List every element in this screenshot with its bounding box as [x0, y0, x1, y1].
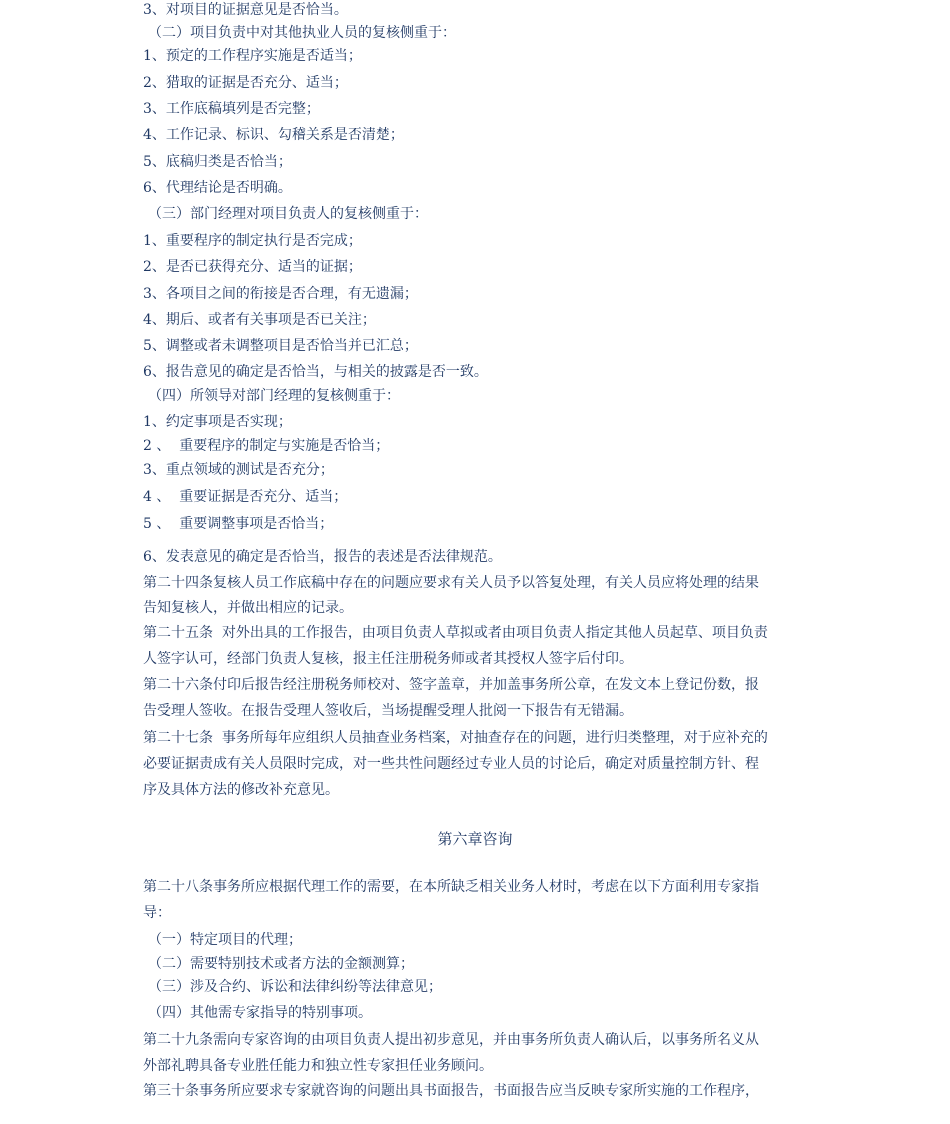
article-line: 第二十九条需向专家咨询的由项目负责人提出初步意见，并由事务所负责人确认后，以事务所名义从	[143, 1032, 759, 1048]
article-line: 必要证据责成有关人员限时完成，对一些共性问题经过专业人员的讨论后，确定对质量控制方针、程	[143, 756, 759, 772]
text-line: 5、调整或者未调整项目是否恰当并已汇总；	[143, 338, 418, 354]
section-heading: （二）项目负责中对其他执业人员的复核侧重于：	[148, 25, 456, 41]
text-line: 6、代理结论是否明确。	[143, 180, 292, 196]
article-line: 第二十四条复核人员工作底稿中存在的问题应要求有关人员予以答复处理，有关人员应将处理的结果	[143, 575, 759, 591]
text-line: 6、报告意见的确定是否恰当，与相关的披露是否一致。	[143, 364, 488, 380]
chapter-title: 第六章咨询	[437, 830, 513, 848]
article-line: 外部礼聘具备专业胜任能力和独立性专家担任业务顾问。	[143, 1058, 493, 1074]
article-line: 第三十条事务所应要求专家就咨询的问题出具书面报告，书面报告应当反映专家所实施的工作程序，	[143, 1083, 759, 1099]
text-line: 5、底稿归类是否恰当；	[143, 154, 292, 170]
article-line: 告知复核人，并做出相应的记录。	[143, 600, 353, 616]
article-line: 第二十八条事务所应根据代理工作的需要，在本所缺乏相关业务人材时，考虑在以下方面利用专家指	[143, 879, 759, 895]
text-line: 3、工作底稿填列是否完整；	[143, 101, 320, 117]
list-item: （一）特定项目的代理；	[148, 932, 302, 948]
article-line: 第二十六条付印后报告经注册税务师校对、签字盖章，并加盖事务所公章，在发文本上登记份数，报	[143, 677, 759, 693]
article-line: 序及具体方法的修改补充意见。	[143, 782, 339, 798]
text-line: 3、重点领域的测试是否充分；	[143, 462, 334, 478]
text-line: 4、期后、或者有关事项是否已关注；	[143, 312, 376, 328]
list-item: （三）涉及合约、诉讼和法律纠纷等法律意见；	[148, 979, 442, 995]
text-line: 1、预定的工作程序实施是否适当；	[143, 48, 362, 64]
text-line: 3、对项目的证据意见是否恰当。	[143, 2, 348, 18]
text-line: 2、猎取的证据是否充分、适当；	[143, 75, 348, 91]
article-line: 第二十七条 事务所每年应组织人员抽查业务档案，对抽查存在的问题，进行归类整理，对于应补充的	[143, 730, 768, 746]
article-line: 第二十五条 对外出具的工作报告，由项目负责人草拟或者由项目负责人指定其他人员起草、项目负责	[143, 625, 768, 641]
text-line: 2、是否已获得充分、适当的证据；	[143, 259, 362, 275]
text-line: 2 、 重要程序的制定与实施是否恰当；	[143, 438, 390, 454]
article-line: 人签字认可，经部门负责人复核，报主任注册税务师或者其授权人签字后付印。	[143, 651, 633, 667]
text-line: 3、各项目之间的衔接是否合理，有无遗漏；	[143, 286, 418, 302]
text-line: 5 、 重要调整事项是否恰当；	[143, 516, 334, 532]
text-line: 1、约定事项是否实现；	[143, 414, 292, 430]
article-line: 导：	[143, 905, 171, 921]
text-line: 4、工作记录、标识、勾稽关系是否清楚；	[143, 127, 404, 143]
text-line: 1、重要程序的制定执行是否完成；	[143, 233, 362, 249]
section-heading: （三）部门经理对项目负责人的复核侧重于：	[148, 206, 428, 222]
article-line: 告受理人签收。在报告受理人签收后，当场提醒受理人批阅一下报告有无错漏。	[143, 703, 633, 719]
text-line: 6、发表意见的确定是否恰当，报告的表述是否法律规范。	[143, 549, 502, 565]
list-item: （二）需要特别技术或者方法的金额测算；	[148, 956, 414, 972]
text-line: 4 、 重要证据是否充分、适当；	[143, 489, 348, 505]
section-heading: （四）所领导对部门经理的复核侧重于：	[148, 388, 400, 404]
list-item: （四）其他需专家指导的特别事项。	[148, 1005, 372, 1021]
